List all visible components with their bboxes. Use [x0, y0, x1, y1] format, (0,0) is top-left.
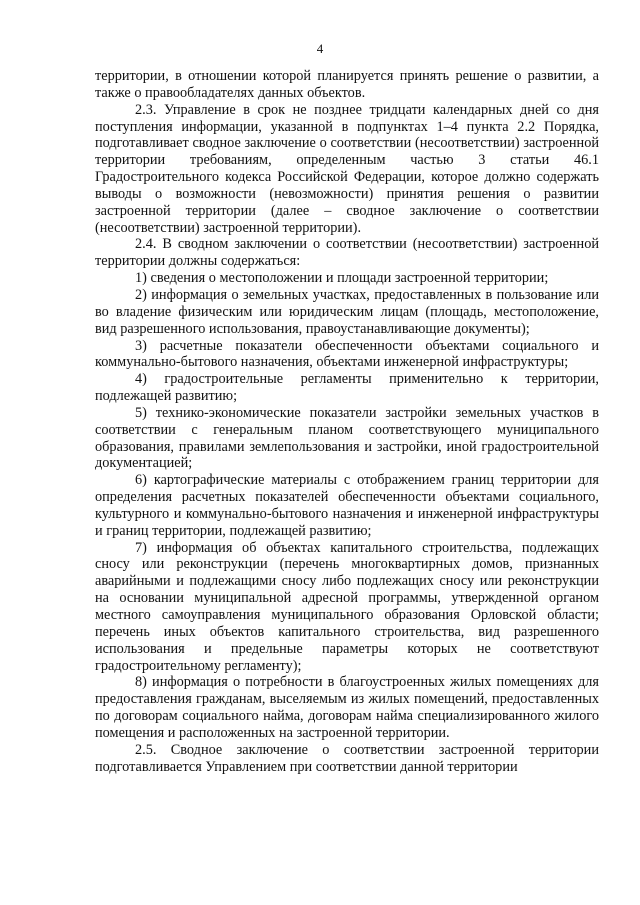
- list-item-8: 8) информация о потребности в благоустроенных жилых помещениях для предоставления гражданам, выселяемым из жилых помещений, предоставленных по договорам социального найма, договорам найма специализированного жилого помещения и расположенных на застроенной территории.: [95, 674, 599, 741]
- list-item-2: 2) информация о земельных участках, предоставленных в пользование или во владение физическим или юридическим лицам (площадь, местоположение, вид разрешенного использования, правоустанавливающие документы);: [95, 286, 599, 337]
- list-item-6: 6) картографические материалы с отображением границ территории для определения расчетных показателей обеспеченности объектами социального, культурного и коммунально-бытового назначения и инженерной инфраструктуры и границ территории, подлежащей развитию;: [95, 472, 599, 539]
- list-item-1: 1) сведения о местоположении и площади застроенной территории;: [135, 270, 549, 287]
- paragraph-2-5: 2.5. Сводное заключение о соответствии застроенной территории подготавливается Управлением при соответствии данной территории: [95, 741, 599, 775]
- paragraph-2-3: 2.3. Управление в срок не позднее тридцати календарных дней со дня поступления информации, указанной в подпунктах 1–4 пункта 2.2 Порядка, подготавливает сводное заключение о соответствии (несоответствии) застроенной территории требованиям, определенным частью 3 статьи 46.1 Градостроительного кодекса Российской Федерации, которое должно содержать выводы о возможности (невозможности) принятия решения о развитии застроенной территории (далее – сводное заключение о соответствии (несоответствии) застроенной территории).: [95, 101, 599, 236]
- list-item-4: 4) градостроительные регламенты применительно к территории, подлежащей развитию;: [95, 371, 599, 405]
- list-item-5: 5) технико-экономические показатели застройки земельных участков в соответствии с генеральным планом соответствующего муниципального образования, правилами землепользования и застройки, иной градостроительной документацией;: [95, 404, 599, 472]
- list-item-7: 7) информация об объектах капитального строительства, подлежащих сносу или реконструкции (перечень многоквартирных домов, признанных аварийными и подлежащими сносу либо подлежащих сносу или реконструкции на основании муниципальной адресной программы, утвержденной органом местного самоуправления муниципального образования Орловской области; перечень иных объектов капитального строительства, вид разрешенного использования и предельные параметры которых не соответствуют градостроительному регламенту);: [95, 539, 599, 674]
- document-body: [95, 68, 599, 775]
- paragraph-continuation: территории, в отношении которой планируется принять решение о развитии, а также о правообладателях данных объектов.: [95, 68, 599, 101]
- page-number: 4: [316, 41, 324, 56]
- list-item-3: 3) расчетные показатели обеспеченности объектами социального и коммунально-бытового назначения, объектами инженерной инфраструктуры;: [95, 337, 599, 371]
- paragraph-2-4: 2.4. В сводном заключении о соответствии (несоответствии) застроенной территории должны содержаться:: [95, 236, 599, 270]
